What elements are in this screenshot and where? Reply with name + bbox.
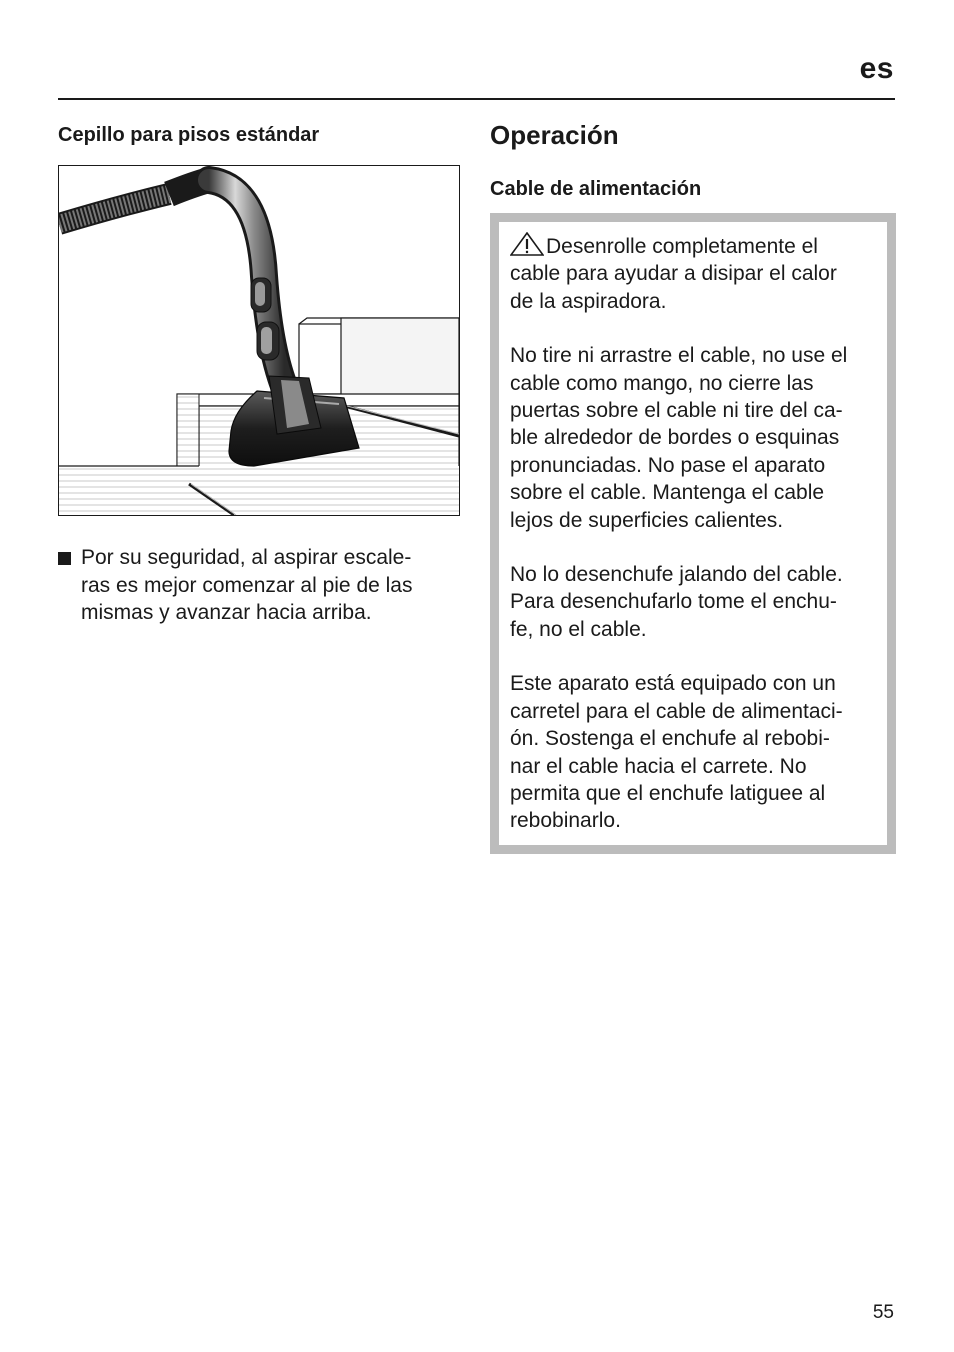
bullet-square-icon (58, 552, 71, 565)
warning-text-1: Desenrolle completamente el cable para ayudar a disipar el calor de la aspiradora. (510, 235, 837, 313)
left-column (58, 124, 463, 627)
warning-triangle-icon (510, 232, 544, 256)
section-heading-operation: Operación (490, 120, 619, 150)
warning-paragraph-1 (510, 232, 877, 315)
warning-paragraph-3: No lo desenchufe jalando del cable. Para desenchufarlo tome el enchu- fe, no el cable. (510, 563, 843, 641)
stair-vacuum-illustration (58, 165, 460, 516)
warning-paragraph-2: No tire ni arrastre el cable, no use el cable como mango, no cierre las puertas sobre el cable ni tire del ca- ble alrededor de bordes o esquinas pronunciadas. No pase el aparato sobre el cable. Mantenga el cable lejos de superficies calientes. (510, 344, 848, 532)
language-code: es (859, 52, 894, 85)
bullet-text: Por su seguridad, al aspirar escale- ras es mejor comenzar al pie de las mismas y avanzar hacia arriba. (81, 546, 413, 624)
warning-box (490, 213, 896, 854)
illustration-svg (59, 166, 459, 515)
list-item (58, 544, 463, 627)
header-rule (58, 98, 895, 100)
subheading-power-cord: Cable de alimentación (490, 178, 702, 200)
page-number: 55 (872, 1302, 894, 1323)
warning-paragraph-4: Este aparato está equipado con un carretel para el cable de alimentaci- ón. Sostenga el enchufe al rebobi- nar el cable hacia el carrete. No permita que el enchufe latiguee al rebobinarlo. (510, 672, 843, 833)
right-column (490, 120, 896, 854)
section-heading-floor-brush: Cepillo para pisos estándar (58, 124, 320, 146)
